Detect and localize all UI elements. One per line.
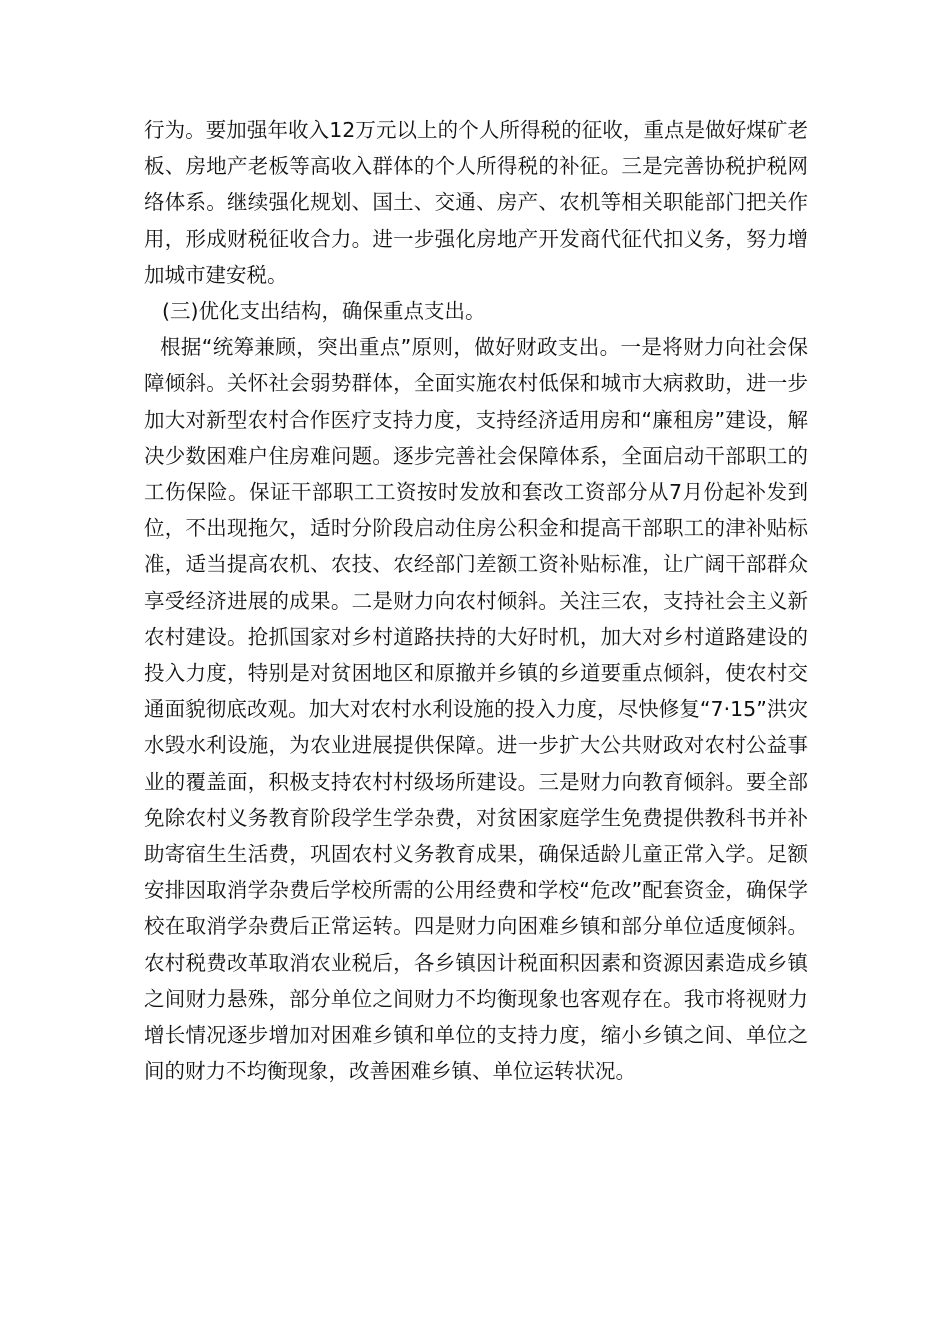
paragraph-expenditure: 根据“统筹兼顾，突出重点”原则，做好财政支出。一是将财力向社会保障倾斜。关怀社会弱势群体，全面实施农村低保和城市大病救助，进一步加大对新型农村合作医疗支持力度，支持经济适用房和“廉租房”建设，解决少数困难户住房难问题。逐步完善社会保障体系，全面启动干部职工的工伤保险。保证干部职工工资按时发放和套改工资部分从7月份起补发到位，不出现拖欠，适时分阶段启动住房公积金和提高干部职工的津补贴标准，适当提高农机、农技、农经部门差额工资补贴标准，让广阔干部群众享受经济进展的成果。二是财力向农村倾斜。关注三农，支持社会主义新农村建设。抢抓国家对乡村道路扶持的大好时机，加大对乡村道路建设的投入力度，特别是对贫困地区和原撤并乡镇的乡道要重点倾斜，使农村交通面貌彻底改观。加大对农村水利设施的投入力度，尽快修复“7·15”洪灾水毁水利设施，为农业进展提供保障。进一步扩大公共财政对农村公益事业的覆盖面，积极支持农村村级场所建设。三是财力向教育倾斜。要全部免除农村义务教育阶段学生学杂费，对贫困家庭学生免费提供教科书并补助寄宿生生活费，巩固农村义务教育成果，确保适龄儿童正常入学。足额安排因取消学杂费后学校所需的公用经费和学校“危改”配套资金，确保学校在取消学杂费后正常运转。四是财力向困难乡镇和部分单位适度倾斜。农村税费改革取消农业税后，各乡镇因计税面积因素和资源因素造成乡镇之间财力悬殊，部分单位之间财力不均衡现象也客观存在。我市将视财力增长情况逐步增加对困难乡镇和单位的支持力度，缩小乡镇之间、单位之间的财力不均衡现象，改善困难乡镇、单位运转状况。 (144, 335, 808, 1084)
section-heading: (三)优化支出结构，确保重点支出。 (162, 299, 486, 324)
paragraph-continuation: 行为。要加强年收入12万元以上的个人所得税的征收，重点是做好煤矿老板、房地产老板等高收入群体的个人所得税的补征。三是完善协税护税网络体系。继续强化规划、国土、交通、房产、农机等相关职能部门把关作用，形成财税征收合力。进一步强化房地产开发商代征代扣义务，努力增加城市建安税。 (144, 118, 808, 287)
document-body (144, 112, 808, 1089)
